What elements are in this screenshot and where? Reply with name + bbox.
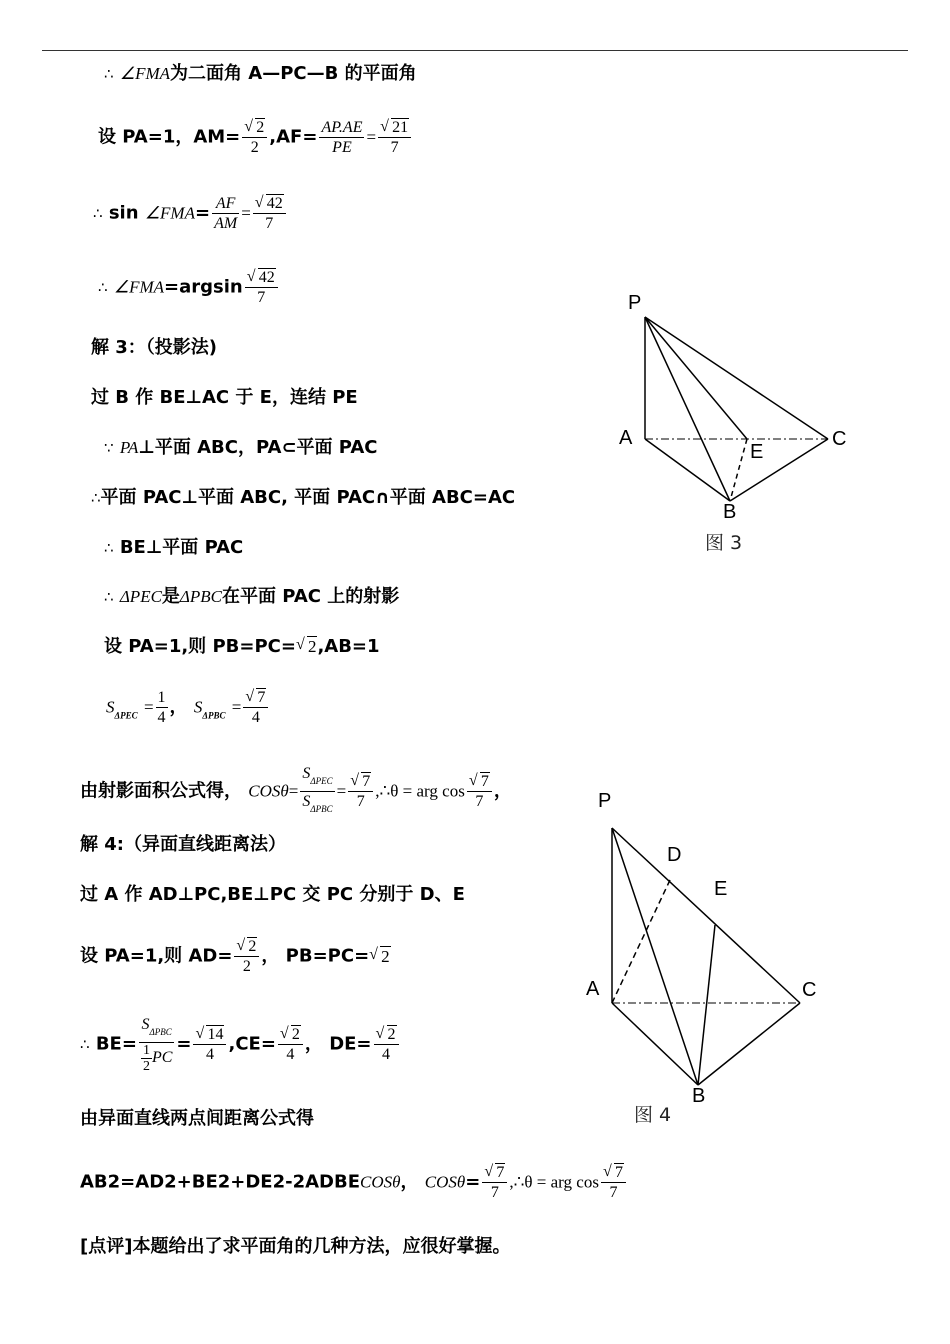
fraction: √ $\frac{42}{7}$ [253,194,286,233]
fraction: √ $\frac{2}{2}$ [234,937,259,976]
line-set-pa: 设 PA=1，AM= √ $\frac{2}{2}$ ,AF= $\frac{AP.AE}{PE}$ = √ $\frac{21}{7}$ [98,118,413,157]
label-d: D [667,844,682,866]
fraction: √ $\frac{7}{7}$ [348,772,373,811]
line-planes: ∴平面 PAC⊥平面 ABC, 平面 PAC∩平面 ABC=AC [91,487,516,508]
label-a: A [619,427,633,449]
line-be-perp: ∴ BE⊥平面 PAC [104,537,244,558]
label-c: C [832,428,847,450]
line-projection-formula: 由射影面积公式得， COSθ= $\frac{S_{\Delta PEC}}{S_{\Delta PBC}}$ = √ $\frac{7}{7}$ ,∴θ = arg cos √ $\frac{7}{7}$ ， [80,764,512,819]
figure-4-caption: 图 4 [634,1104,672,1126]
heading-solution-3: 解 3：（投影法) [91,337,218,358]
label-a: A [586,978,600,1000]
fraction: √ $\frac{7}{7}$ [601,1163,626,1202]
fraction: $\frac{S_{\Delta PEC}}{S_{\Delta PBC}}$ [302,765,333,814]
label-e: E [750,441,764,463]
label-c: C [802,979,817,1001]
fraction: √ $\frac{2}{2}$ [242,118,267,157]
line-be-ce-de: ∴ BE= $S_{\Delta PBC}$ $\frac{1}{2}$ PC = √ $\frac{14}{4}$ ,CE= √ $\frac{2}{4}$ ， DE= √ $\frac{2}{4}$ [80,1015,401,1074]
line-sin-fma: ∴ sin ∠FMA= $\frac{AF}{AM}$ = √ $\frac{42}{7}$ [93,194,288,233]
line-distance-formula-intro: 由异面直线两点间距离公式得 [80,1108,314,1129]
line-because-pa: ∵ PA⊥平面 ABC，PA⊂平面 PAC [104,437,378,458]
label-p: P [628,292,642,314]
fraction: $S_{\Delta PBC}$ $\frac{1}{2}$ PC [139,1015,174,1074]
fraction: √ $\frac{7}{4}$ [243,688,268,727]
fraction: $\frac{AP.AE}{PE}$ [321,119,363,156]
line-dihedral-angle: ∴ ∠FMA为二面角 A—PC—B 的平面角 [104,63,417,84]
label-b: B [723,501,737,523]
label-b: B [692,1085,706,1107]
figure-3-caption: 图 3 [705,532,743,554]
fraction: √ $\frac{42}{7}$ [245,268,278,307]
fraction: √ $\frac{7}{7}$ [467,772,492,811]
figure-4 [580,780,840,1110]
fraction: √ $\frac{7}{7}$ [482,1163,507,1202]
line-draw-be: 过 B 作 BE⊥AC 于 E，连结 PE [91,387,358,408]
line-distance-formula: AB2=AD2+BE2+DE2-2ADBECOSθ， COSθ= √ $\frac{7}{7}$ ,∴θ = arg cos √ $\frac{7}{7}$ [80,1163,628,1202]
line-argsin: ∴ ∠FMA=argsin √ $\frac{42}{7}$ [98,268,280,307]
heading-solution-4: 解 4:（异面直线距离法） [80,834,286,855]
line-projection: ∴ ΔPEC是ΔPBC在平面 PAC 上的射影 [104,586,400,607]
line-draw-ad: 过 A 作 AD⊥PC,BE⊥PC 交 PC 分别于 D、E [80,884,465,905]
fraction: $\frac{AF}{AM}$ [214,195,238,232]
fraction: √ $\frac{21}{7}$ [378,118,411,157]
line-areas: $S_{\Delta PEC}$ = $\frac{1}{4}$ ， $S_{\Delta PBC}$ = √ $\frac{7}{4}$ [106,688,270,727]
label-p: P [598,790,612,812]
line-set-ad: 设 PA=1,则 AD= √ $\frac{2}{2}$ ， PB=PC=√ 2 [80,937,391,976]
fraction: √ $\frac{2}{4}$ [278,1025,303,1064]
figure-3 [600,285,860,555]
label-e: E [714,878,728,900]
fraction: √ $\frac{2}{4}$ [374,1025,399,1064]
fraction: $\frac{1}{4}$ [157,689,166,726]
line-comment: [点评]本题给出了求平面角的几种方法，应很好掌握。 [80,1236,511,1257]
line-set-pb: 设 PA=1,则 PB=PC=√ 2,AB=1 [104,638,380,656]
header-rule [42,50,908,51]
fraction: √ $\frac{14}{4}$ [193,1025,226,1064]
